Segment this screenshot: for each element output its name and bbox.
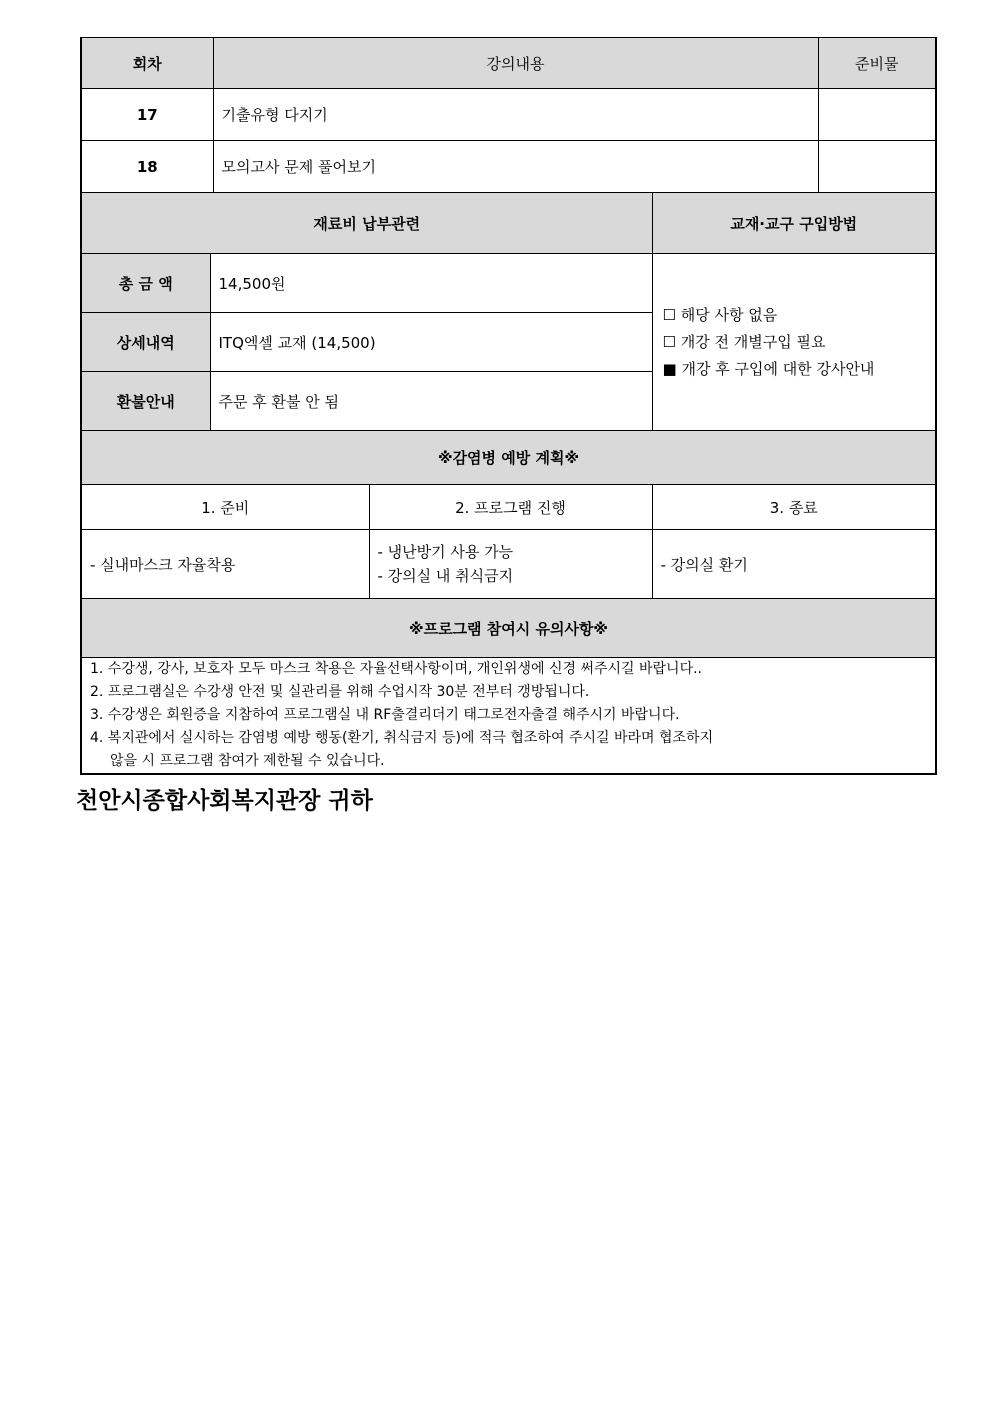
- progress-column-text: [369, 530, 652, 599]
- list-item: - 냉난방기 사용 가능: [377, 543, 514, 561]
- end-column-text: - 강의실 환기: [652, 530, 936, 599]
- notices-list: [81, 658, 936, 775]
- progress-column-header: 2. 프로그램 진행: [369, 485, 652, 530]
- option-label: 개강 전 개별구입 필요: [680, 332, 826, 351]
- prevention-table: [80, 430, 937, 775]
- notice-item: 4. 복지관에서 실시하는 감염병 예방 행동(환기, 취식금지 등)에 적극 협조하여 주시길 바라며 협조하지: [90, 730, 714, 746]
- prep-column-text: - 실내마스크 자율착용: [81, 530, 369, 599]
- option-label: 해당 사항 없음: [680, 305, 778, 324]
- prep-header: 준비물: [818, 38, 936, 89]
- round-header: 회차: [81, 38, 213, 89]
- round-cell: 17: [81, 89, 213, 141]
- total-label: 총 금 액: [81, 254, 210, 313]
- notice-item: 1. 수강생, 강사, 보호자 모두 마스크 착용은 자율선택사항이며, 개인위생에 신경 써주시길 바랍니다..: [90, 661, 702, 677]
- refund-value: 주문 후 환불 안 됨: [210, 372, 652, 431]
- detail-label: 상세내역: [81, 313, 210, 372]
- notice-item: 2. 프로그램실은 수강생 안전 및 실관리를 위해 수업시작 30분 전부터 갱방됩니다.: [90, 684, 590, 700]
- content-cell: 기출유형 다지기: [213, 89, 818, 141]
- purchase-options: [652, 254, 936, 431]
- option-item: [663, 329, 936, 356]
- content-header: 강의내용: [213, 38, 818, 89]
- content-cell: 모의고사 문제 풀어보기: [213, 141, 818, 193]
- purchase-header: 교재·교구 구입방법: [652, 193, 936, 254]
- schedule-table: [80, 37, 937, 193]
- notices-title: ※프로그램 참여시 유의사항※: [81, 599, 936, 658]
- prevention-title: ※감염병 예방 계획※: [81, 431, 936, 485]
- end-column-header: 3. 종료: [652, 485, 936, 530]
- notice-item: 않을 시 프로그램 참여가 제한될 수 있습니다.: [110, 753, 385, 769]
- checkbox-filled-icon: ■: [662, 359, 677, 378]
- detail-value: ITQ엑셀 교재 (14,500): [210, 313, 652, 372]
- prep-cell: [818, 89, 936, 141]
- prep-cell: [818, 141, 936, 193]
- notice-item: 3. 수강생은 회원증을 지참하여 프로그램실 내 RF출결리더기 태그로전자출결 해주시기 바랍니다.: [90, 707, 680, 723]
- option-label: 개강 후 구입에 대한 강사안내: [681, 359, 875, 378]
- refund-label: 환불안내: [81, 372, 210, 431]
- option-item: [663, 302, 936, 329]
- prep-column-header: 1. 준비: [81, 485, 369, 530]
- list-item: - 강의실 내 취식금지: [377, 567, 514, 585]
- table-row: [81, 141, 936, 193]
- checkbox-empty-icon: ☐: [662, 305, 676, 324]
- checkbox-empty-icon: ☐: [662, 332, 676, 351]
- fees-header: 재료비 납부관련: [81, 193, 652, 254]
- round-cell: 18: [81, 141, 213, 193]
- option-item: [663, 356, 936, 383]
- addressee: 천안시종합사회복지관장 귀하: [76, 788, 373, 814]
- table-row: [81, 89, 936, 141]
- fees-table: [80, 192, 937, 431]
- total-value: 14,500원: [210, 254, 652, 313]
